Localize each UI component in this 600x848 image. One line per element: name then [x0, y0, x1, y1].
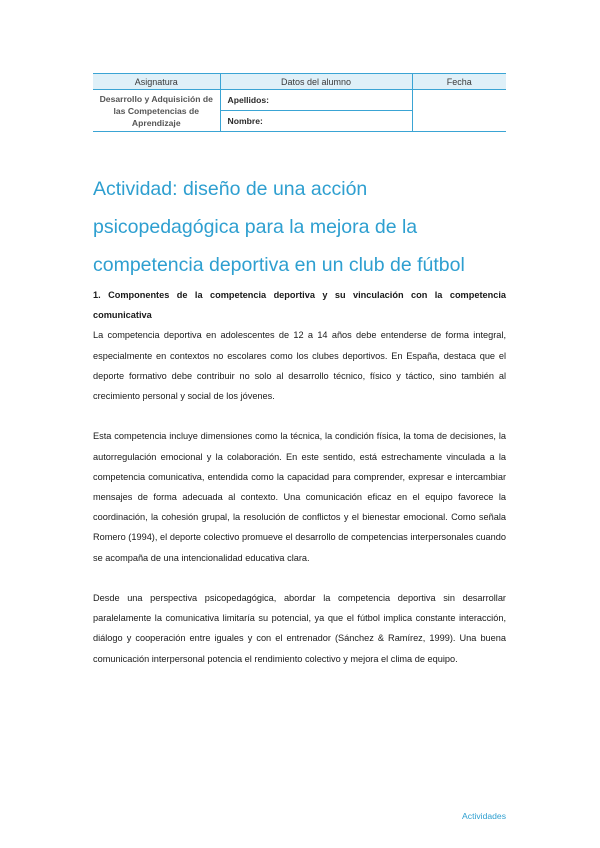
section-heading: 1. Componentes de la competencia deportiva y su vinculación con la competencia comunicativa	[93, 290, 506, 321]
paragraph: Esta competencia incluye dimensiones como la técnica, la condición física, la toma de decisiones, la autorregulación emocional y la colaboración. En este sentido, está estrechamente vinculada a la competencia comunicativa, entendida como la capacidad para comprender, expresar e intercambiar mensajes de forma adecuada al contexto. Una comunicación eficaz en el equipo favorece la coordinación, la cohesión grupal, la resolución de conflictos y el bienestar emocional. Como señala Romero (1994), el deporte colectivo promueve el desarrollo de competencias interpersonales cuando se acompaña de una intencionalidad educativa clara.	[93, 431, 506, 563]
header-col-date: Fecha	[412, 74, 506, 90]
page-title: Actividad: diseño de una acción psicopedagógica para la mejora de la competencia deportiva en un club de fútbol	[93, 178, 465, 276]
surname-label: Apellidos:	[220, 90, 412, 111]
paragraph: Desde una perspectiva psicopedagógica, abordar la competencia deportiva sin desarrollar paralelamente la comunicativa limitaría su potencial, ya que el fútbol implica constante interacción, diálogo y cooperación entre iguales y con el entrenador (Sánchez & Ramírez, 1999). Una buena comunicación interpersonal potencia el rendimiento colectivo y mejora el clima de equipo.	[93, 593, 506, 664]
subject-value: Desarrollo y Adquisición de las Competencias de Aprendizaje	[93, 90, 220, 132]
paragraph: La competencia deportiva en adolescentes de 12 a 14 años debe entenderse de forma integral, especialmente en contextos no escolares como los clubes deportivos. En España, destaca que el deporte formativo debe contribuir no solo al desarrollo técnico, físico y táctico, sino también al crecimiento personal y social de los jóvenes.	[93, 330, 506, 402]
header-table	[93, 73, 506, 132]
header-col-subject: Asignatura	[93, 74, 220, 90]
name-label: Nombre:	[220, 111, 412, 132]
header-col-student: Datos del alumno	[220, 74, 412, 90]
body-content	[93, 285, 506, 689]
footer-label: Actividades	[462, 811, 506, 821]
date-value	[412, 90, 506, 132]
